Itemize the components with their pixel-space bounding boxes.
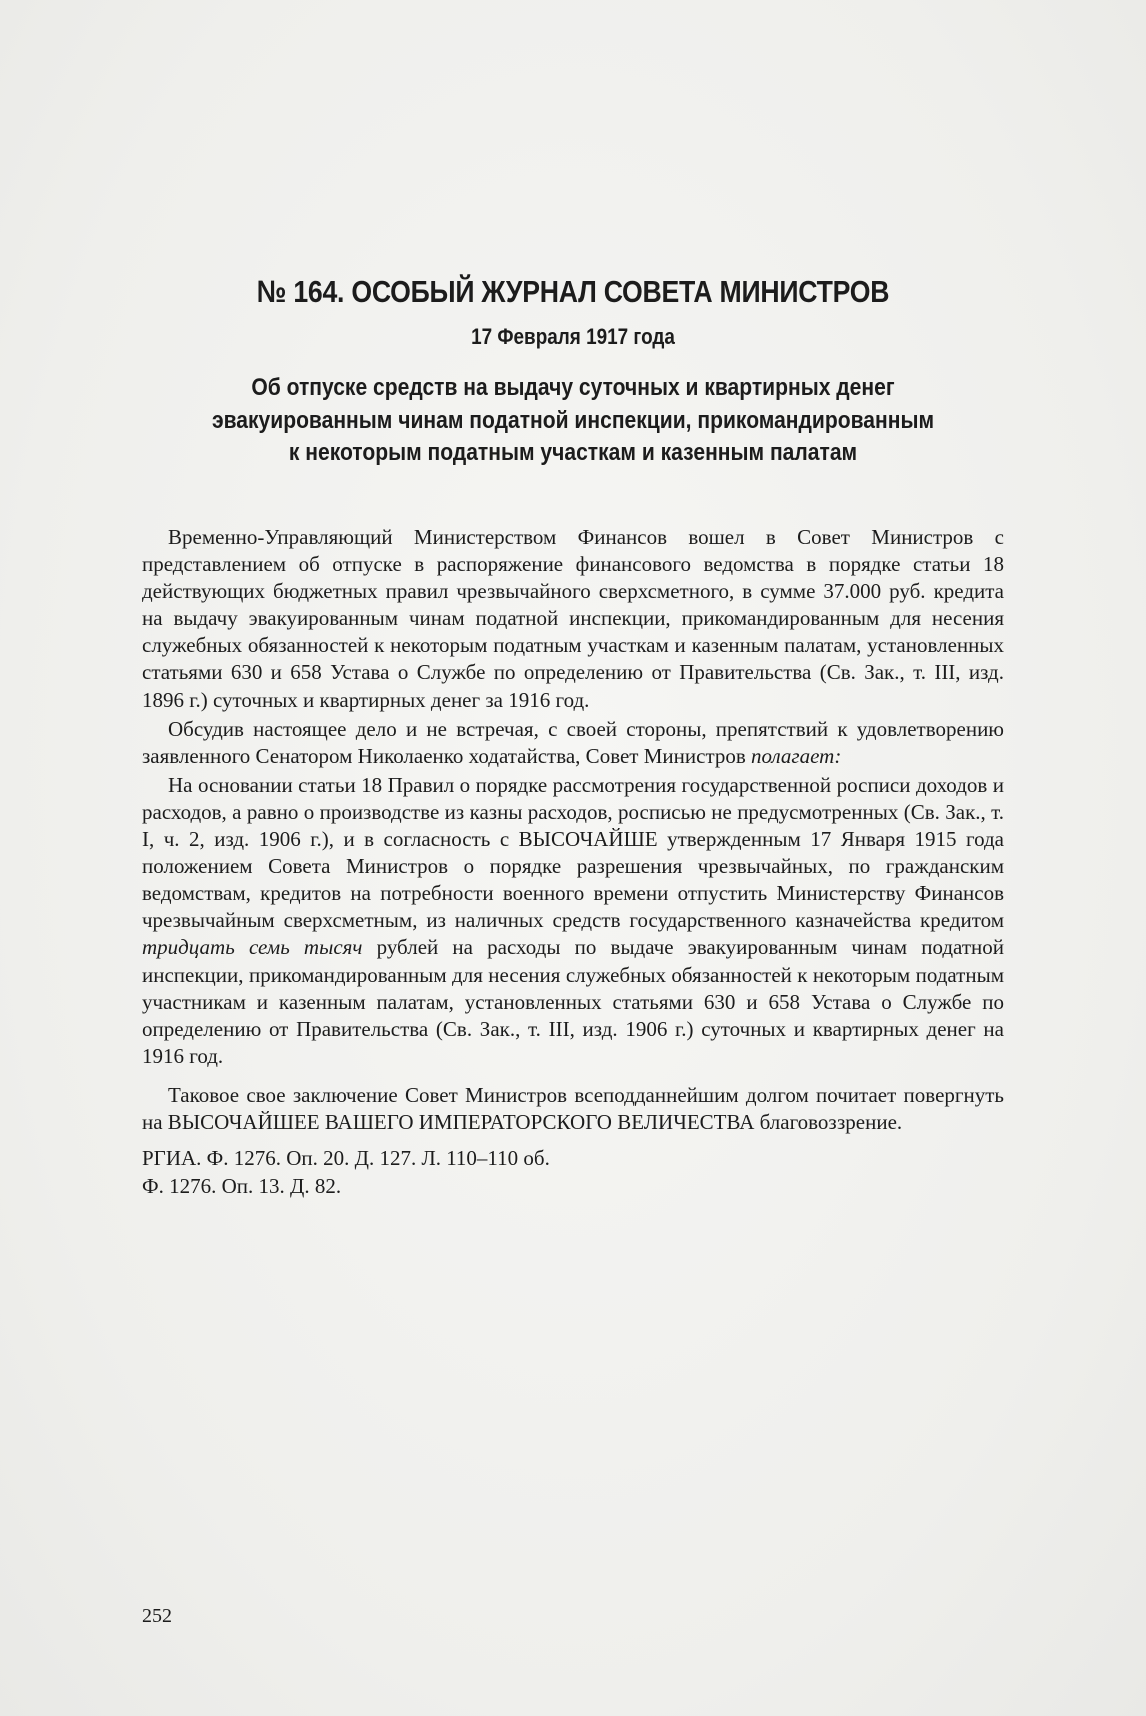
paragraph-resolution: [142, 772, 1004, 1070]
archive-reference-1: РГИА. Ф. 1276. Оп. 20. Д. 127. Л. 110–110 об.: [142, 1146, 550, 1170]
paragraph-report: Временно-Управляющий Министерством Финансов вошел в Совет Министров с представлением об отпуске в распоряжение финансового ведомства в порядке статьи 18 действующих бюджетных правил чрезвычайного сверхсметного, в сумме 37.000 руб. кредита на выдачу эвакуированным чинам податной инспекции, прикомандированным для несения служебных обязанностей к некоторым податным участкам и казенным палатам, установленных статьями 630 и 658 Устава о Службе по определению от Правительства (Св. Зак., т. III, изд. 1896 г.) суточных и квартирных денег за 1916 год.: [142, 525, 1004, 712]
paragraph-discussion-text: Обсудив настоящее дело и не встречая, с своей стороны, препятствий к удовлетворению заявленного Сенатором Николаенко ходатайства, Совет Министров: [142, 716, 1004, 768]
paragraph-resolution-italic: тридцать семь тысяч: [142, 935, 363, 960]
paragraph-discussion-italic: полагает:: [751, 743, 842, 768]
subject-line: эвакуированным чинам податной инспекции, прикомандированным: [211, 406, 935, 434]
document-subject: [80, 372, 1066, 470]
paragraph-resolution-after: рублей на расходы по выдаче эвакуированным чинам податной инспекции, прикомандированным для несения служебных обязанностей к некоторым податным участникам и казенным палатам, установленных статьями 630 и 658 Устава о Службе по определению от Правительства (Св. Зак., т. III, изд. 1906 г.) суточных и квартирных денег на 1916 год.: [142, 935, 1004, 1068]
paragraph-conclusion: Таковое свое заключение Совет Министров всеподданнейшим долгом почитает повергнуть на ВЫСОЧАЙШЕЕ ВАШЕГО ИМПЕРАТОРСКОГО ВЕЛИЧЕСТВА благовоззрение.: [142, 1082, 1004, 1134]
subject-line: к некоторым податным участкам и казенным палатам: [288, 439, 858, 466]
paragraph-discussion: [142, 716, 1004, 770]
document-date: 17 Февраля 1917 года: [471, 324, 675, 349]
page-number: 252: [142, 1605, 172, 1627]
archive-reference-2: Ф. 1276. Оп. 13. Д. 82.: [142, 1174, 342, 1198]
document-body: [142, 524, 1004, 1138]
paragraph-resolution-before: На основании статьи 18 Правил о порядке рассмотрения государственной росписи доходов и расходов, а равно о производстве из казны расходов, росписью не предусмотренных (Св. Зак., т. I, ч. 2, изд. 1906 г.), и в согласность с ВЫСОЧАЙШЕ утвержденным 17 Января 1915 года положением Совета Министров о порядке разрешения чрезвычайных, по гражданским ведомствам, кредитов на потребности военного времени отпустить Министерству Финансов чрезвычайным сверхсметным, из наличных средств государственного казначейства кредитом: [142, 772, 1004, 933]
subject-line: Об отпуске средств на выдачу суточных и квартирных денег: [251, 374, 895, 401]
document-title: № 164. ОСОБЫЙ ЖУРНАЛ СОВЕТА МИНИСТРОВ: [256, 274, 890, 309]
